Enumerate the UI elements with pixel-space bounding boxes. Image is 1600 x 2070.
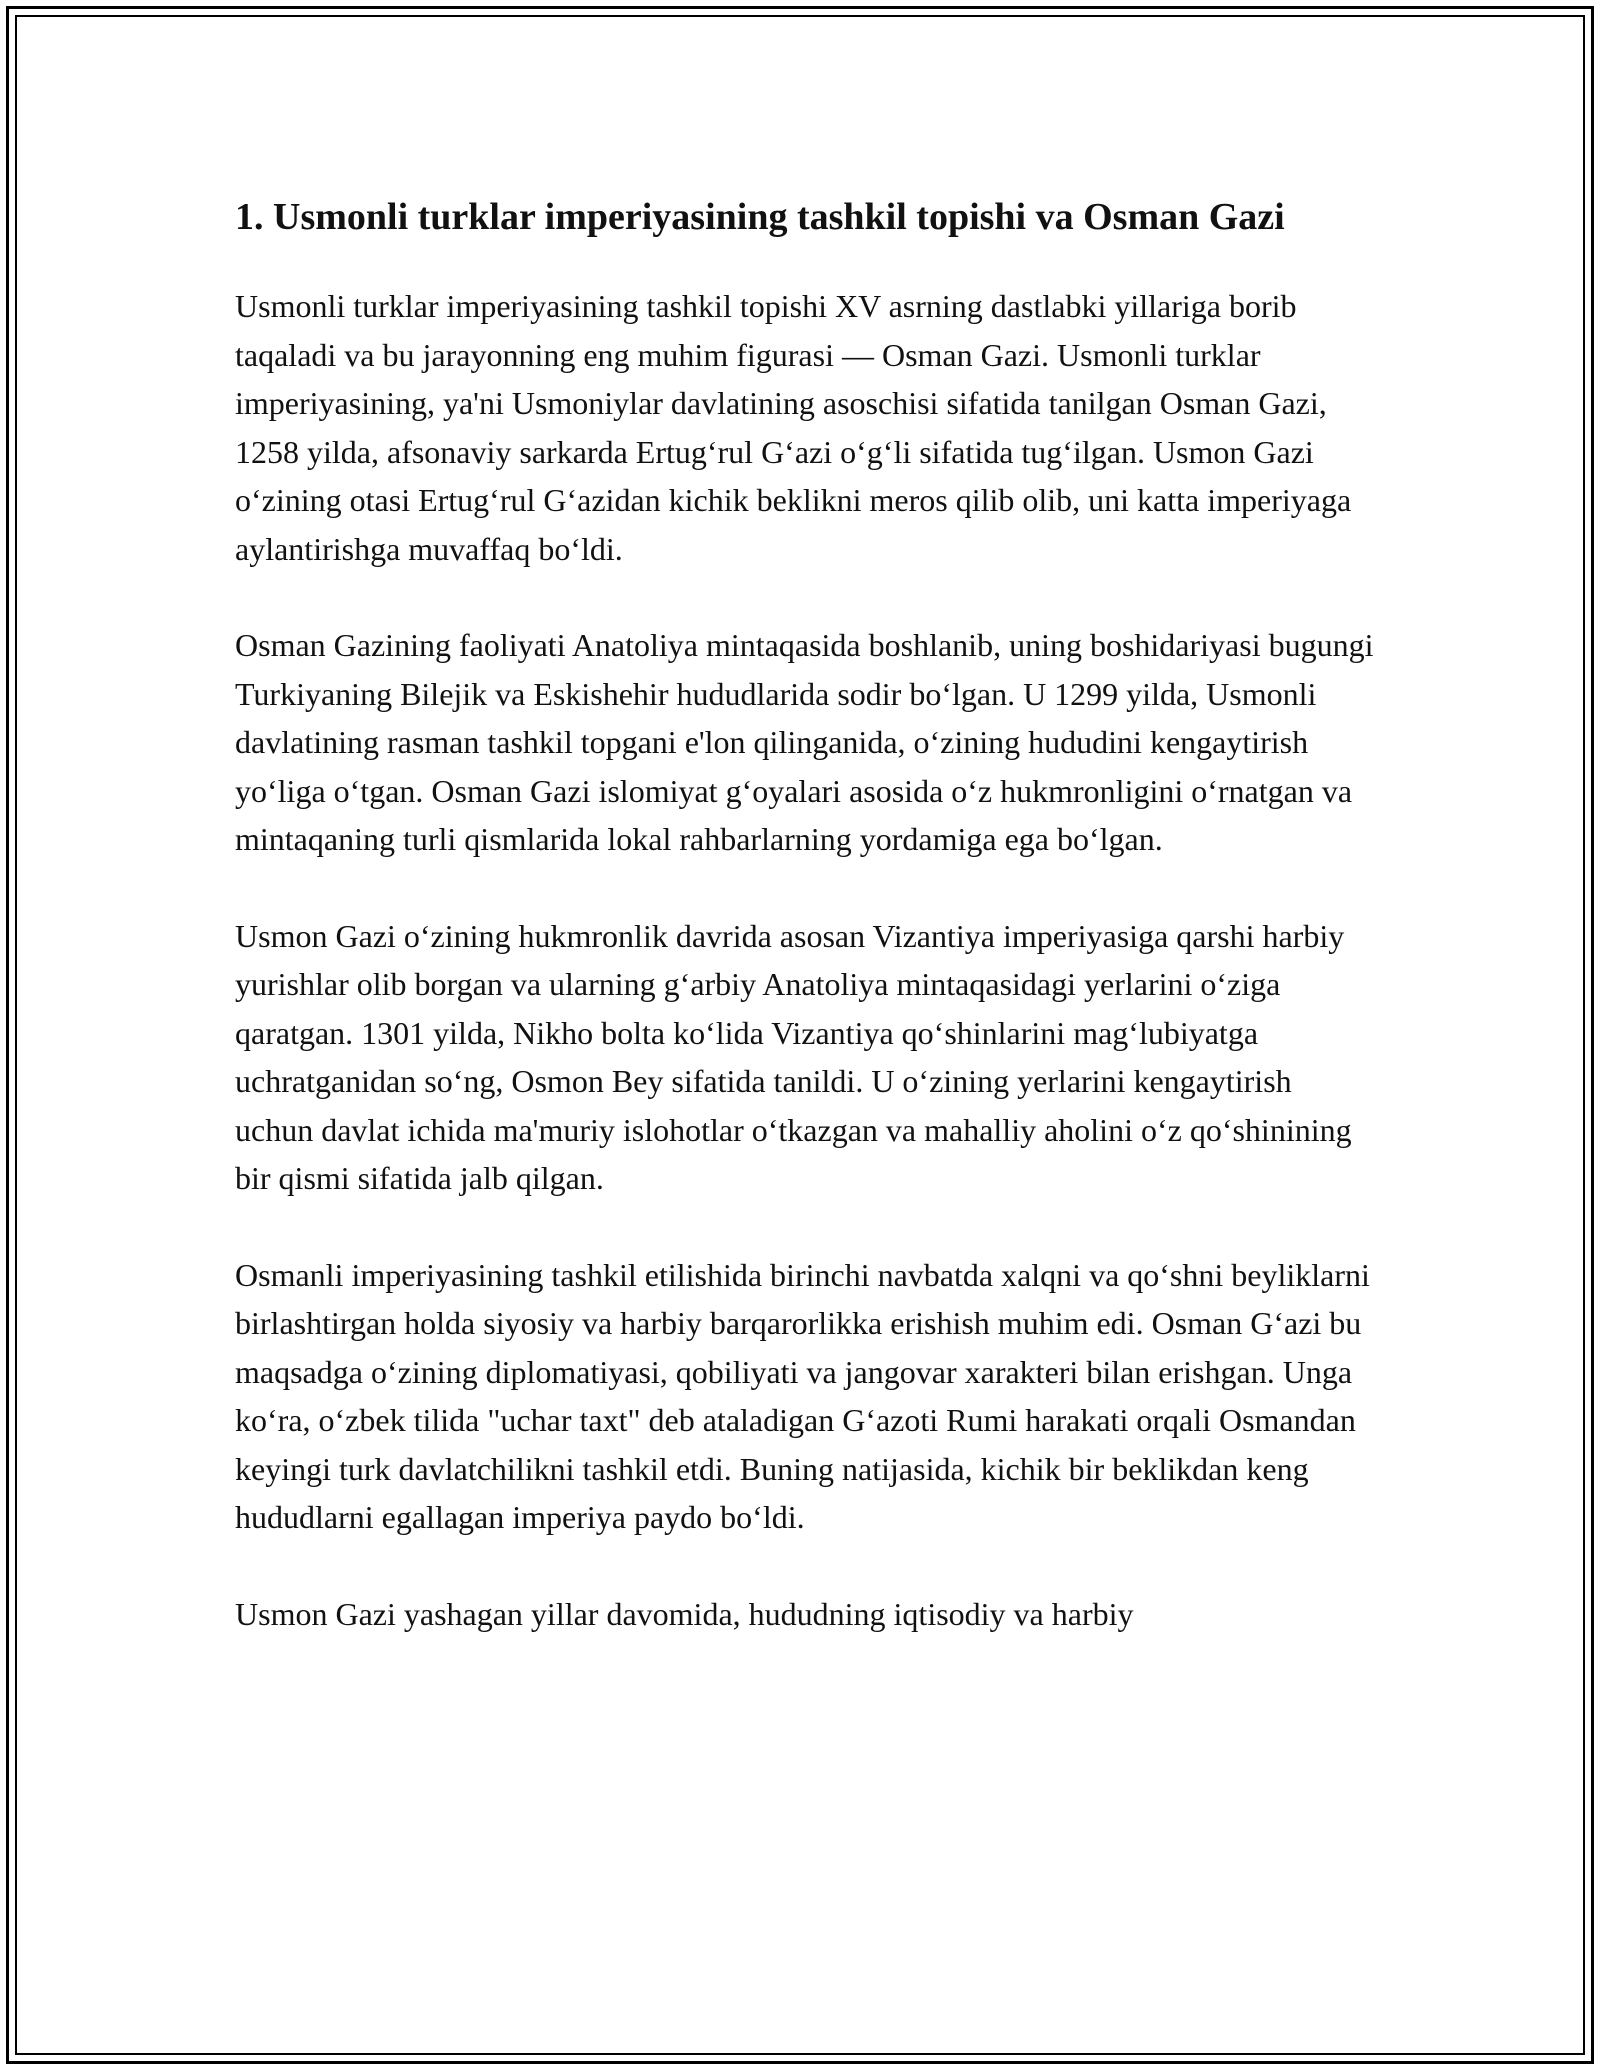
paragraph-3: Usmon Gazi oʻzining hukmronlik davrida asosan Vizantiya imperiyasiga qarshi harbiy yurishlar olib borgan va ularning gʻarbiy Anatoliya mintaqasidagi yerlarini oʻziga qaratgan. 1301 yilda, Nikho bolta koʻlida Vizantiya qoʻshinlarini magʻlubiyatga uchratganidan soʻng, Osmon Bey sifatida tanildi. U oʻzining yerlarini kengaytirish uchun davlat ichida ma'muriy islohotlar oʻtkazgan va mahalliy aholini oʻz qoʻshinining bir qismi sifatida jalb qilgan. <box>235 917 1352 1196</box>
document-body <box>235 190 1375 1686</box>
paragraph-2: Osman Gazining faoliyati Anatoliya mintaqasida boshlanib, uning boshidariyasi bugungi Turkiyaning Bilejik va Eskishehir hududlarida sodir boʻlgan. U 1299 yilda, Usmonli davlatining rasman tashkil topgani e'lon qilinganida, oʻzining hududini kengaytirish yoʻliga oʻtgan. Osman Gazi islomiyat gʻoyalari asosida oʻz hukmronligini oʻrnatgan va mintaqaning turli qismlarida lokal rahbarlarning yordamiga ega boʻlgan. <box>235 627 1374 857</box>
section-heading: 1. Usmonli turklar imperiyasining tashkil topishi va Osman Gazi <box>235 196 1285 238</box>
paragraph-5: Usmon Gazi yashagan yillar davomida, hududning iqtisodiy va harbiy <box>235 1595 1134 1632</box>
paragraph-1: Usmonli turklar imperiyasining tashkil topishi XV asrning dastlabki yillariga borib taqaladi va bu jarayonning eng muhim figurasi — Osman Gazi. Usmonli turklar imperiyasining, ya'ni Usmoniylar davlatining asoschisi sifatida tanilgan Osman Gazi, 1258 yilda, afsonaviy sarkarda Ertugʻrul Gʻazi oʻgʻli sifatida tugʻilgan. Usmon Gazi oʻzining otasi Ertugʻrul Gʻazidan kichik beklikni meros qilib olib, uni katta imperiyaga aylantirishga muvaffaq boʻldi. <box>235 288 1352 567</box>
paragraph-4: Osmanli imperiyasining tashkil etilishida birinchi navbatda xalqni va qoʻshni beyliklarni birlashtirgan holda siyosiy va harbiy barqarorlikka erishish muhim edi. Osman Gʻazi bu maqsadga oʻzining diplomatiyasi, qobiliyati va jangovar xarakteri bilan erishgan. Unga koʻra, oʻzbek tilida "uchar taxt" deb ataladigan Gʻazoti Rumi harakati orqali Osmandan keyingi turk davlatchilikni tashkil etdi. Buning natijasida, kichik bir beklikdan keng hududlarni egallagan imperiya paydo boʻldi. <box>235 1256 1370 1535</box>
